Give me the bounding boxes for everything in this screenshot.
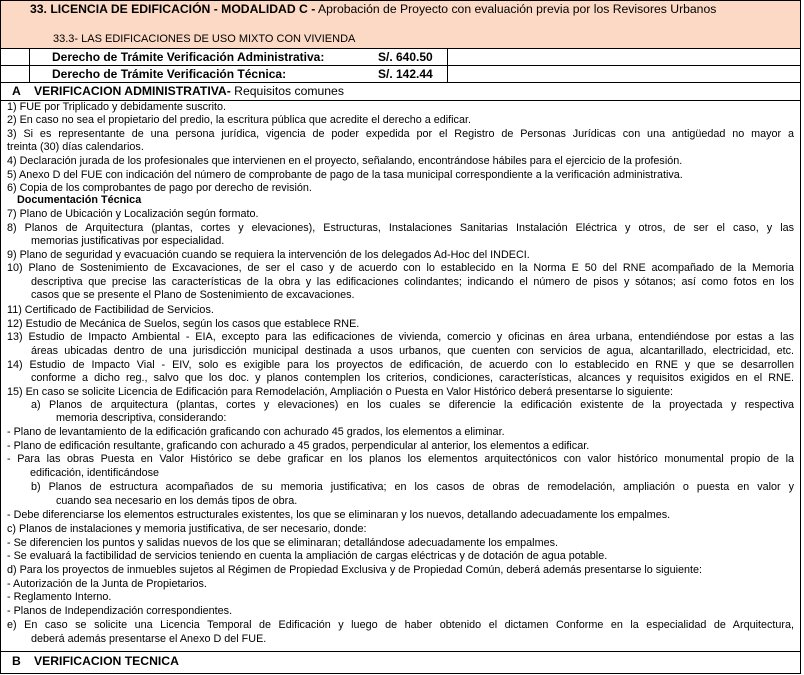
procedure-header — [1, 1, 800, 49]
requirement-line: 3) Si es representante de una persona jurídica, vigencia de poder expedida por el Registro de Personas Jurídicas con una antigüedad no mayor a — [7, 128, 794, 140]
fee-label: Derecho de Trámite Verificación Técnica: — [52, 67, 287, 81]
requirement-line: - Planos de Independización correspondientes. — [7, 605, 233, 617]
requirement-line: 5) Anexo D del FUE con indicación del número de comprobante de pago de la tasa municipal correspondiente a la verificación administrativa. — [7, 169, 683, 181]
requirement-line: c) Planos de instalaciones y memoria justificativa, de ser necesario, donde: — [7, 523, 367, 535]
requirement-line: - Reglamento Interno. — [7, 591, 112, 603]
section-letter: A — [12, 84, 21, 98]
requirement-line: - Autorización de la Junta de Propietarios. — [7, 578, 207, 590]
requirement-line: áreas ubicadas dentro de una jurisdicción municipal destinada a usos urbanos, que cuenten con servicios de agua, alcantarillado, electricidad, etc. — [31, 345, 794, 357]
requirement-line: 10) Plano de Sostenimiento de Excavaciones, de ser el caso y de acuerdo con lo establecido en la Norma E 50 del RNE acompañado de la Memoria — [7, 262, 794, 274]
section-title — [34, 83, 344, 100]
procedure-title-bold: 33. LICENCIA DE EDIFICACIÓN - MODALIDAD C - — [30, 2, 316, 16]
section-title-bold: VERIFICACION ADMINISTRATIVA- — [34, 84, 231, 98]
requirement-line: d) Para los proyectos de inmuebles sujetos al Régimen de Propiedad Exclusiva y de Propiedad Común, deberá además presentarse lo siguiente: — [7, 564, 702, 576]
requirement-line: treinta (30) días calendarios. — [7, 141, 144, 153]
requirement-line: 8) Planos de Arquitectura (plantas, cortes y elevaciones), Estructuras, Instalaciones Sanitarias Instalación Eléctrica y otros, de ser el caso, y las — [7, 222, 794, 234]
requirement-line: 15) En caso se solicite Licencia de Edificación para Remodelación, Ampliación o Puesta en Valor Histórico deberá presentarse lo siguiente: — [7, 386, 673, 398]
requirement-line: b) Planos de estructura acompañados de su memoria justificativa; en los casos de obras de remodelación, ampliación o puesta en valor y — [31, 481, 794, 493]
fee-label: Derecho de Trámite Verificación Administrativa: — [52, 50, 325, 64]
requirement-line: - Para las obras Puesta en Valor Histórico se debe graficar en los planos los elementos arquitectónicos con valor histórico monumental propio de la — [7, 453, 794, 465]
requirement-line: a) Planos de arquitectura (plantas, cortes y elevaciones) en los cuales se diferencie la edificación existente de la proyectada y respectiva — [31, 399, 794, 411]
requirement-line: - Se diferencien los puntos y salidas nuevos de los que se eliminaran; detallándose adecuadamente los empalmes. — [7, 537, 558, 549]
fee-row-administrative — [1, 49, 800, 66]
requirement-line: edificación, identificándose — [30, 467, 160, 479]
fee-amount: S/. 640.50 — [378, 50, 433, 64]
requirement-line: conforme a dicho reg., salvo que los doc. y planos contemplen los criterios, condiciones, características, alcances y requisitos exigidos en el RNE. — [31, 372, 794, 384]
requirement-line: deberá además presentarse el Anexo D del FUE. — [31, 633, 267, 645]
subsection-heading: Documentación Técnica — [17, 194, 142, 206]
requirement-line: casos que se presente el Plano de Sostenimiento de excavaciones. — [31, 289, 355, 301]
section-title-rest: Requisitos comunes — [230, 84, 344, 98]
section-letter: B — [12, 654, 21, 668]
requirement-line: 7) Plano de Ubicación y Localización según formato. — [7, 208, 259, 220]
requirement-line: 1) FUE por Triplicado y debidamente suscrito. — [7, 101, 227, 113]
requirement-line: memorias justificativas por especialidad. — [31, 235, 225, 247]
requirement-line: memoria descriptiva, considerando: — [56, 412, 227, 424]
requirement-line: 14) Estudio de Impacto Vial - EIV, solo es exigible para los proyectos de edificación, de acuerdo con lo establecido en RNE y que se desarrollen — [7, 359, 794, 371]
requirement-line: 11) Certificado de Factibilidad de Servicios. — [7, 304, 214, 316]
procedure-title-rest: Aprobación de Proyecto con evaluación previa por los Revisores Urbanos — [315, 2, 717, 16]
requirement-line: cuando sea necesario en los demás tipos de obra. — [56, 495, 298, 507]
section-a-header — [1, 83, 800, 101]
requirement-line: - Plano de edificación resultante, graficando con achurado a 45 grados, perpendicular al anterior, los elementos a edificar. — [7, 440, 590, 452]
requirement-line: 2) En caso no sea el propietario del predio, la escritura pública que acredite el derecho a edificar. — [7, 114, 471, 126]
fee-amount: S/. 142.44 — [378, 67, 433, 81]
requirement-line: e) En caso se solicite una Licencia Temporal de Edificación y luego de haber obtenido el dictamen Conforme en la especialidad de Arquitectura, — [7, 619, 794, 631]
requirement-line: - Se evaluará la factibilidad de servicios teniendo en cuenta la ampliación de cargas eléctricas y de dotación de agua potable. — [7, 550, 608, 562]
requirement-line: - Debe diferenciarse los elementos estructurales existentes, los que se eliminaran y los nuevos, detallando adecuadamente los empalmes. — [7, 509, 671, 521]
fee-row-technical — [1, 66, 800, 83]
section-b-header — [1, 652, 800, 671]
requirement-line: 4) Declaración jurada de los profesionales que intervienen en el proyecto, señalando, encontrándose hábiles para el ejercicio de la profesión. — [7, 155, 683, 167]
requirement-line: 12) Estudio de Mecánica de Suelos, según los casos que establece RNE. — [7, 318, 360, 330]
requirements-list — [1, 101, 800, 652]
procedure-subtitle: 33.3- LAS EDIFICACIONES DE USO MIXTO CON VIVIENDA — [53, 33, 356, 45]
requirement-line: 9) Plano de seguridad y evacuación cuando se requiera la intervención de los delegados Ad-Hoc del INDECI. — [7, 249, 530, 261]
requirement-line: 6) Copia de los comprobantes de pago por derecho de revisión. — [7, 182, 312, 194]
requirement-line: 13) Estudio de Impacto Ambiental - EIA, excepto para las edificaciones de vivienda, comercio y oficinas en área urbana, entendiéndose por estas a las — [7, 331, 794, 343]
requirement-line: descriptiva que precise las características de la obra y las edificaciones colindantes; indicando el número de pisos y sótanos; así como fotos en los — [31, 276, 794, 288]
section-title: VERIFICACION TECNICA — [34, 654, 179, 668]
requirement-line: - Plano de levantamiento de la edificación graficando con achurado 45 grados, los elementos a eliminar. — [7, 426, 505, 438]
procedure-title — [30, 2, 794, 17]
